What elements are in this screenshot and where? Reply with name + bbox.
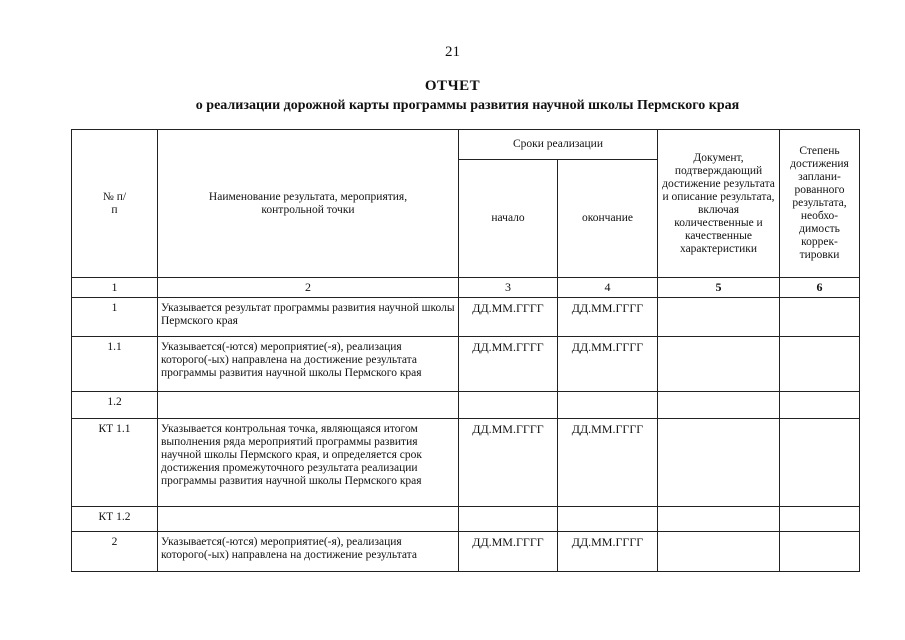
- report-table: [71, 129, 860, 572]
- table-row: [72, 419, 860, 507]
- row-num: 2: [72, 532, 158, 572]
- header-name: Наименование результата, мероприятия, контрольной точки: [158, 130, 459, 278]
- row-document: [658, 337, 780, 392]
- row-start: [459, 507, 558, 532]
- table-row: [72, 392, 860, 419]
- column-index: 1: [72, 278, 158, 298]
- row-degree: [780, 298, 860, 337]
- row-end: ДД.ММ.ГГГГ: [558, 298, 658, 337]
- row-num: КТ 1.1: [72, 419, 158, 507]
- header-num: № п/п: [72, 130, 158, 278]
- header-start: начало: [459, 160, 558, 278]
- table-row: [72, 337, 860, 392]
- row-num: 1.2: [72, 392, 158, 419]
- header-end: окончание: [558, 160, 658, 278]
- row-end: [558, 392, 658, 419]
- table-row: [72, 507, 860, 532]
- row-num: 1.1: [72, 337, 158, 392]
- row-start: ДД.ММ.ГГГГ: [459, 419, 558, 507]
- row-document: [658, 392, 780, 419]
- table-row: [72, 532, 860, 572]
- row-degree: [780, 532, 860, 572]
- row-document: [658, 419, 780, 507]
- column-index: 3: [459, 278, 558, 298]
- report-title: ОТЧЕТ: [424, 78, 481, 94]
- column-index: 5: [658, 278, 780, 298]
- row-name: Указывается контрольная точка, являющаяся итогом выполнения ряда мероприятий программы развития научной школы Пермского края, и определяется срок достижения промежуточного результата реализации программы развития научной школы Пермского края: [158, 419, 459, 507]
- row-start: ДД.ММ.ГГГГ: [459, 298, 558, 337]
- row-degree: [780, 337, 860, 392]
- row-end: ДД.ММ.ГГГГ: [558, 337, 658, 392]
- column-index-row: [72, 278, 860, 298]
- row-num: 1: [72, 298, 158, 337]
- header-document: Документ, подтверждающий достижение результата и описание результата, включая количественные и качественные характеристики: [658, 130, 780, 278]
- row-name: Указывается(-ются) мероприятие(-я), реализация которого(-ых) направлена на достижение результата: [158, 532, 459, 572]
- row-document: [658, 507, 780, 532]
- row-degree: [780, 392, 860, 419]
- page-number: 21: [445, 44, 460, 60]
- row-degree: [780, 419, 860, 507]
- row-name: Указывается(-ются) мероприятие(-я), реализация которого(-ых) направлена на достижение результата программы развития научной школы Пермского края: [158, 337, 459, 392]
- report-subtitle: о реализации дорожной карты программы развития научной школы Пермского края: [195, 98, 740, 113]
- row-degree: [780, 507, 860, 532]
- row-start: [459, 392, 558, 419]
- row-end: ДД.ММ.ГГГГ: [558, 419, 658, 507]
- row-document: [658, 532, 780, 572]
- header-period: Сроки реализации: [459, 130, 658, 160]
- row-start: ДД.ММ.ГГГГ: [459, 337, 558, 392]
- column-index: 2: [158, 278, 459, 298]
- row-document: [658, 298, 780, 337]
- row-num: КТ 1.2: [72, 507, 158, 532]
- row-start: ДД.ММ.ГГГГ: [459, 532, 558, 572]
- row-name: Указывается результат программы развития научной школы Пермского края: [158, 298, 459, 337]
- row-end: ДД.ММ.ГГГГ: [558, 532, 658, 572]
- row-name: [158, 507, 459, 532]
- column-index: 4: [558, 278, 658, 298]
- header-degree: Степень достижения заплани-рованного результата, необхо-димость коррек-тировки: [780, 130, 860, 278]
- table-row: [72, 298, 860, 337]
- column-index: 6: [780, 278, 860, 298]
- row-end: [558, 507, 658, 532]
- row-name: [158, 392, 459, 419]
